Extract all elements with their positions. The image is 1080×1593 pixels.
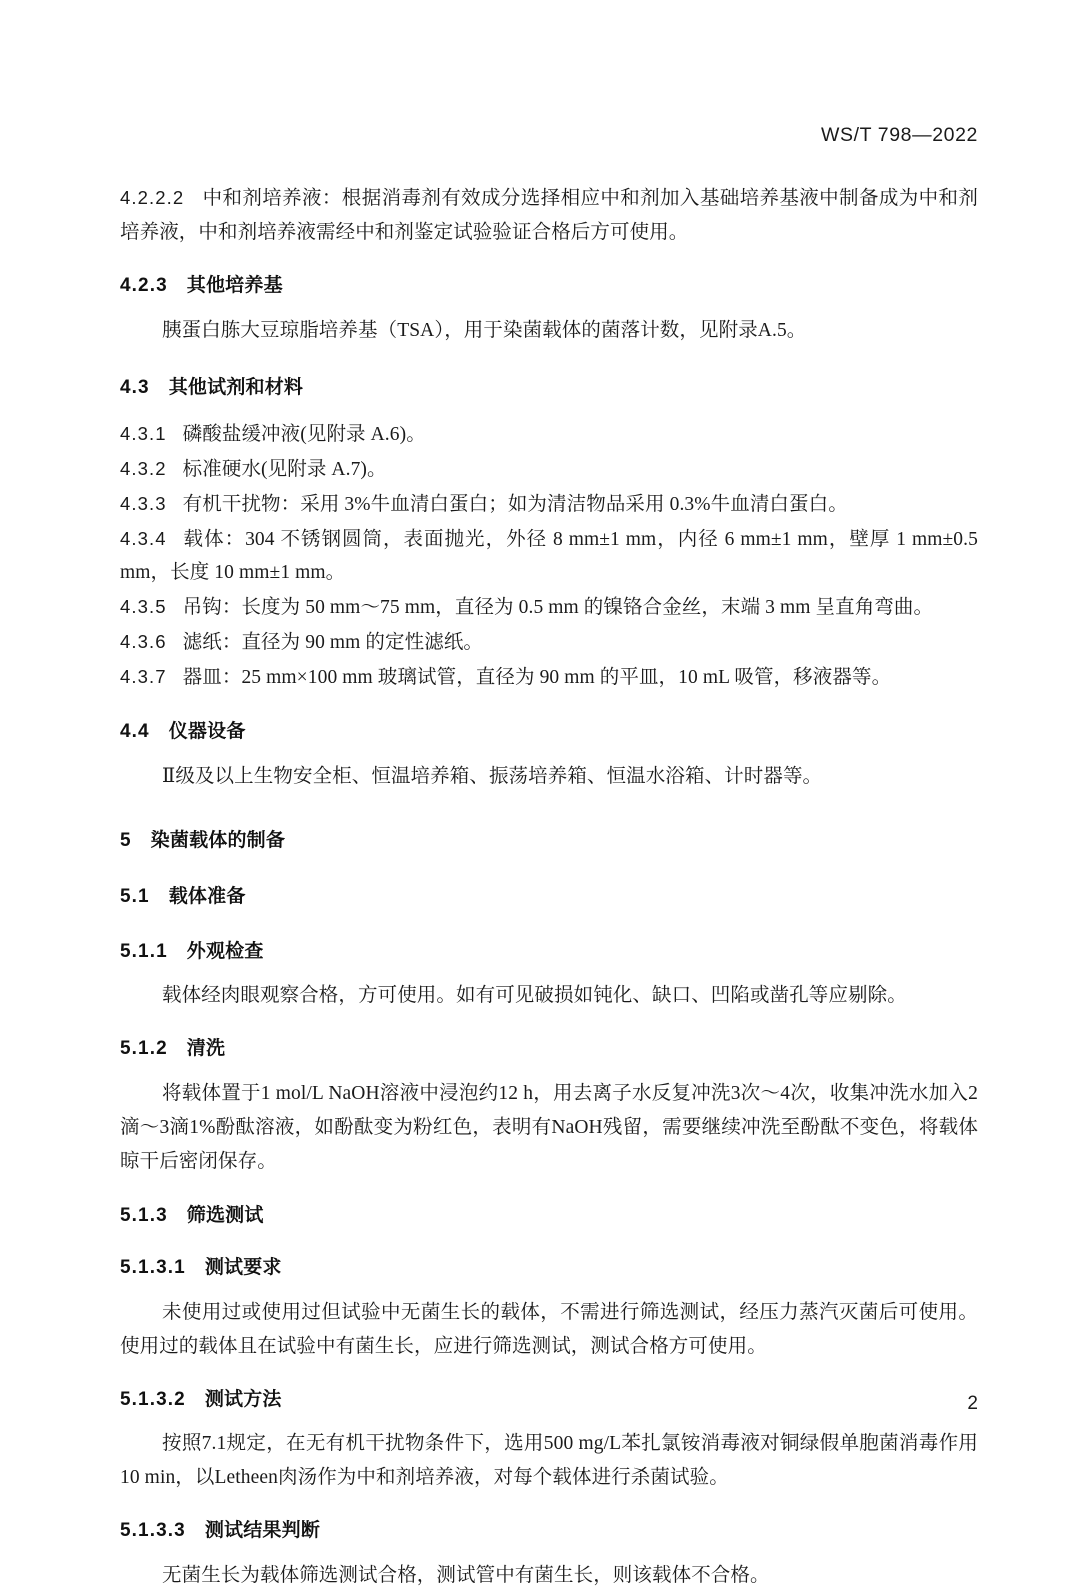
heading-5-1-3-3-number: 5.1.3.3 (120, 1520, 186, 1541)
clause-4-3-2-item (120, 452, 978, 486)
heading-4-4-title: 仪器设备 (168, 721, 246, 742)
heading-4-4 (120, 718, 978, 747)
heading-5-1-2 (120, 1035, 978, 1064)
clause-4-2-2-2-number: 4.2.2.2 (120, 187, 185, 208)
document-body (120, 168, 978, 1593)
clause-4-3-4-number: 4.3.4 (120, 528, 167, 549)
heading-5 (120, 827, 978, 856)
heading-5-1-3-2-title: 测试方法 (204, 1388, 282, 1410)
heading-4-4-number: 4.4 (120, 721, 150, 742)
clause-4-3-1-number: 4.3.1 (120, 423, 167, 444)
clause-5-1-3-1-paragraph: 未使用过或使用过但试验中无菌生长的载体，不需进行筛选测试，经压力蒸汽灭菌后可使用。使用过的载体且在试验中有菌生长，应进行筛选测试，测试合格方可使用。 (120, 1301, 978, 1357)
heading-5-1-3-3 (120, 1517, 978, 1546)
heading-5-number: 5 (120, 829, 132, 851)
clause-4-3-7-item (120, 660, 978, 694)
heading-5-1-3-1 (120, 1254, 978, 1283)
page-number: 2 (967, 1393, 978, 1414)
clause-4-3-6-number: 4.3.6 (120, 631, 167, 652)
clause-4-3-7-number: 4.3.7 (120, 666, 167, 687)
running-header-standard-number: WS/T 798—2022 (820, 124, 978, 146)
clause-4-3-7-text: 器皿：25 mm×100 mm 玻璃试管，直径为 90 mm 的平皿，10 mL 吸管，移液器等。 (182, 667, 892, 688)
heading-4-2-3-number: 4.2.3 (120, 275, 168, 296)
clause-4-3-2-text: 标准硬水(见附录 A.7)。 (182, 459, 387, 480)
heading-5-1-2-title: 清洗 (186, 1038, 226, 1059)
heading-4-2-3 (120, 272, 978, 301)
heading-5-1-title: 载体准备 (168, 886, 246, 907)
clause-5-1-3-2-paragraph: 按照7.1规定，在无有机干扰物条件下，选用500 mg/L苯扎氯铵消毒液对铜绿假单胞菌消毒作用10 min，以Letheen肉汤作为中和剂培养液，对每个载体进行杀菌试验。 (120, 1433, 978, 1488)
clause-4-3-2-number: 4.3.2 (120, 458, 167, 479)
heading-4-3 (120, 374, 978, 403)
heading-5-1-3-3-title: 测试结果判断 (204, 1520, 321, 1541)
clause-4-3-5-text: 吊钩：长度为 50 mm～75 mm，直径为 0.5 mm 的镍铬合金丝，末端 3 mm 呈直角弯曲。 (182, 597, 934, 618)
clause-4-3-4-text: 载体：304 不锈钢圆筒，表面抛光，外径 8 mm±1 mm，内径 6 mm±1 mm，壁厚 1 mm±0.5 mm，长度 10 mm±1 mm。 (120, 529, 978, 583)
heading-5-1-3-title: 筛选测试 (186, 1204, 264, 1226)
clause-4-2-2-2-paragraph (120, 181, 978, 250)
heading-5-1-1 (120, 938, 978, 967)
clause-4-3-3-text: 有机干扰物：采用 3%牛血清白蛋白；如为清洁物品采用 0.3%牛血清白蛋白。 (182, 494, 848, 515)
heading-4-3-title: 其他试剂和材料 (168, 376, 304, 398)
heading-5-1-number: 5.1 (120, 886, 150, 907)
clause-4-2-3-paragraph: 胰蛋白胨大豆琼脂培养基（TSA），用于染菌载体的菌落计数，见附录A.5。 (162, 319, 807, 341)
clause-5-1-1-paragraph: 载体经肉眼观察合格，方可使用。如有可见破损如钝化、缺口、凹陷或凿孔等应剔除。 (162, 985, 907, 1006)
clause-4-3-5-item (120, 590, 978, 624)
heading-5-1-3-number: 5.1.3 (120, 1204, 168, 1226)
clause-4-3-5-number: 4.3.5 (120, 596, 167, 617)
clause-5-1-2-paragraph: 将载体置于1 mol/L NaOH溶液中浸泡约12 h，用去离子水反复冲洗3次～4次，收集冲洗水加入2滴～3滴1%酚酞溶液，如酚酞变为粉红色，表明有NaOH残留，需要继续冲洗至酚酞不变色，将载体晾干后密闭保存。 (120, 1082, 978, 1172)
heading-4-3-number: 4.3 (120, 376, 150, 398)
heading-5-1 (120, 883, 978, 912)
clause-5-1-3-3-paragraph: 无菌生长为载体筛选测试合格，测试管中有菌生长，则该载体不合格。 (162, 1564, 770, 1586)
clause-4-3-1-item (120, 417, 978, 451)
heading-5-1-1-number: 5.1.1 (120, 940, 168, 962)
clause-4-3-3-item (120, 487, 978, 521)
heading-5-1-3-2-number: 5.1.3.2 (120, 1388, 186, 1410)
clause-4-4-paragraph: Ⅱ级及以上生物安全柜、恒温培养箱、振荡培养箱、恒温水浴箱、计时器等。 (162, 765, 823, 787)
heading-5-1-3-1-number: 5.1.3.1 (120, 1257, 186, 1278)
heading-5-1-3-1-title: 测试要求 (204, 1257, 282, 1278)
clause-4-3-1-text: 磷酸盐缓冲液(见附录 A.6)。 (182, 424, 426, 445)
heading-4-2-3-title: 其他培养基 (186, 275, 283, 296)
clause-4-3-3-number: 4.3.3 (120, 493, 167, 514)
clause-4-2-2-2-text: 中和剂培养液：根据消毒剂有效成分选择相应中和剂加入基础培养基液中制备成为中和剂培养液，中和剂培养液需经中和剂鉴定试验验证合格后方可使用。 (120, 188, 978, 243)
clause-4-3-6-text: 滤纸：直径为 90 mm 的定性滤纸。 (182, 632, 484, 653)
clause-4-3-4-item (120, 522, 978, 589)
heading-5-1-1-title: 外观检查 (186, 940, 264, 962)
heading-5-1-2-number: 5.1.2 (120, 1038, 168, 1059)
clause-4-3-6-item (120, 625, 978, 659)
heading-5-1-3 (120, 1202, 978, 1231)
heading-5-title: 染菌载体的制备 (150, 829, 286, 851)
